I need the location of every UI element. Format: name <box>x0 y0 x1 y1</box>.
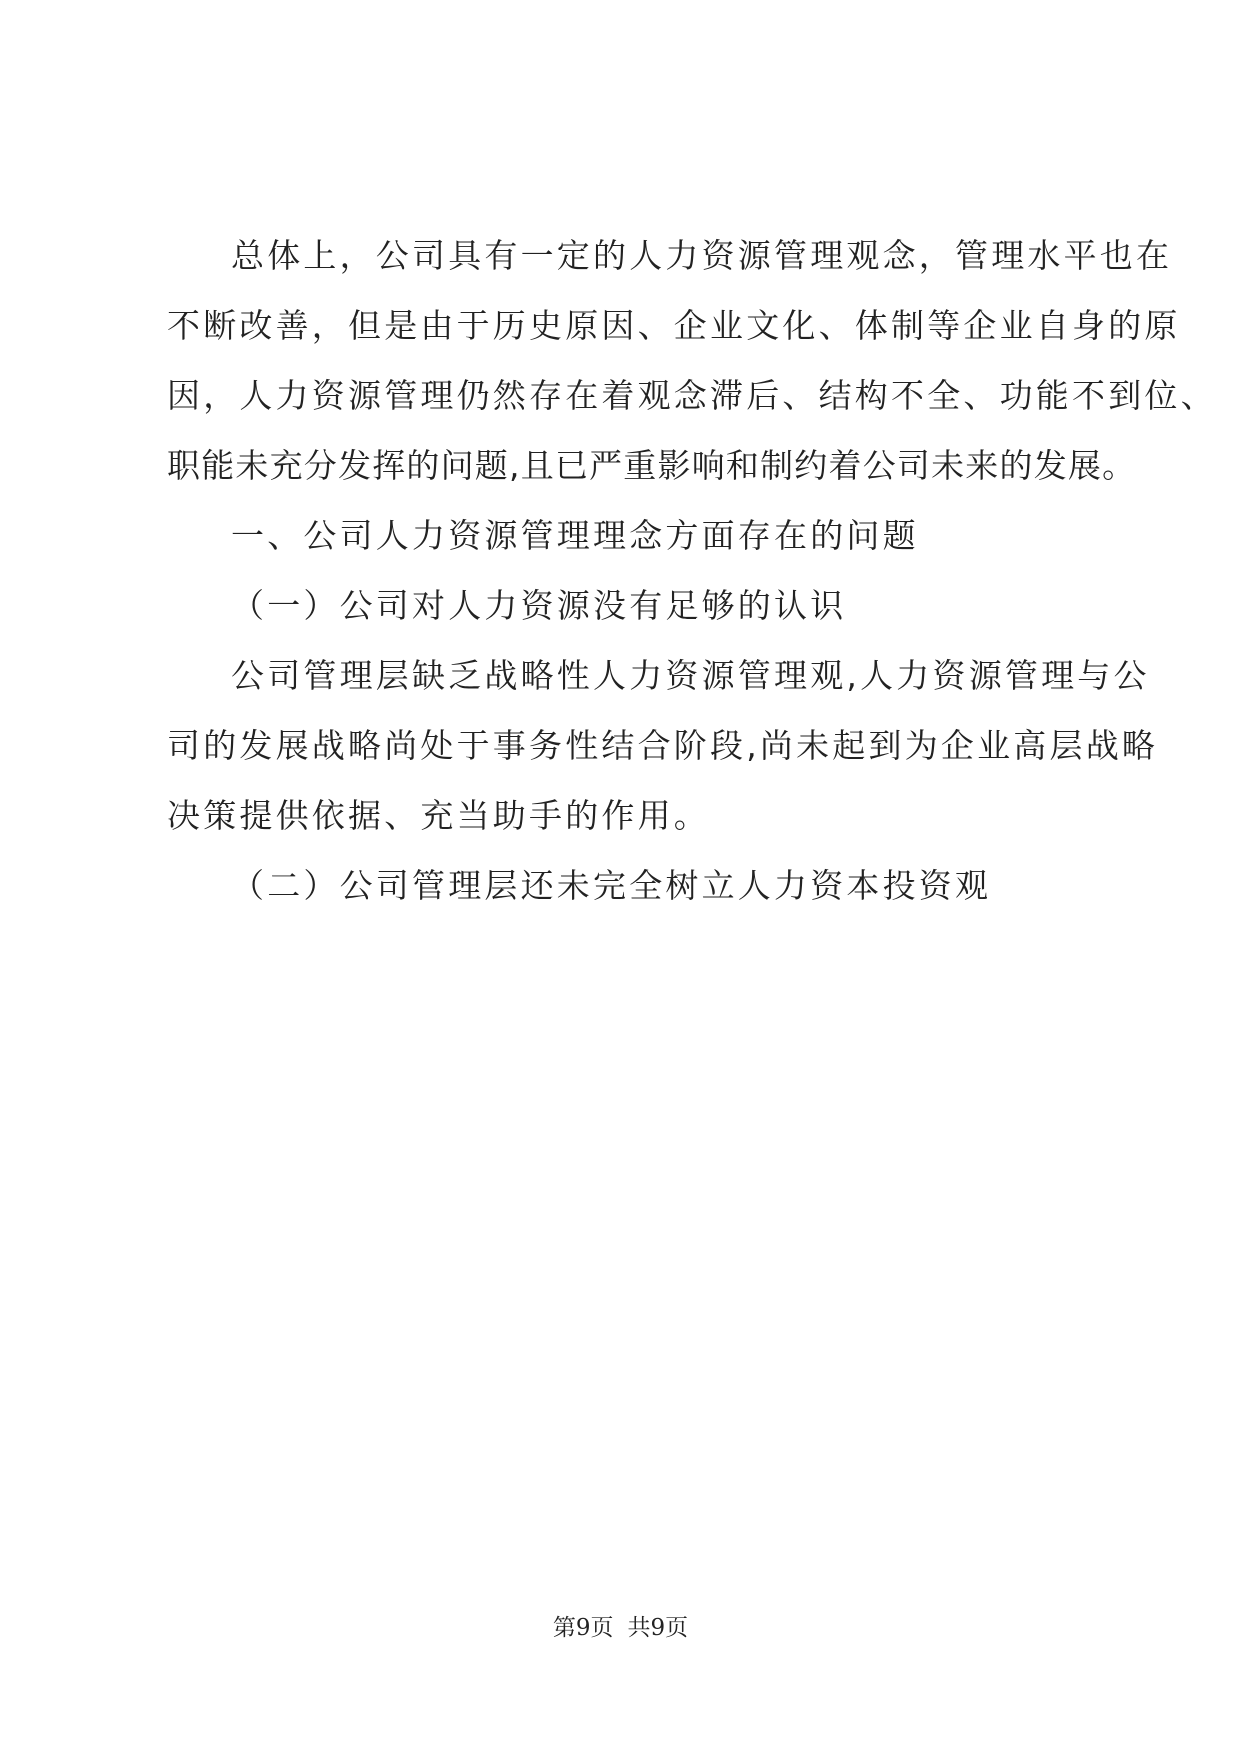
subsection-heading-1: （一）公司对人力资源没有足够的认识 <box>231 586 847 625</box>
subsection-heading-2: （二）公司管理层还未完全树立人力资本投资观 <box>231 866 992 905</box>
page-number-current: 第9页 <box>552 1615 614 1641</box>
paragraph-2-line-2: 司的发展战略尚处于事务性结合阶段,尚未起到为企业高层战略 <box>167 726 1159 765</box>
page-number-total: 共9页 <box>627 1615 689 1641</box>
paragraph-1-line-4: 职能未充分发挥的问题,且已严重影响和制约着公司未来的发展。 <box>167 446 1137 485</box>
paragraph-2-line-3: 决策提供依据、充当助手的作用。 <box>167 796 710 835</box>
paragraph-1-line-1: 总体上，公司具有一定的人力资源管理观念，管理水平也在 <box>231 236 1173 275</box>
section-heading-1: 一、公司人力资源管理理念方面存在的问题 <box>231 516 919 555</box>
paragraph-2-line-1: 公司管理层缺乏战略性人力资源管理观,人力资源管理与公 <box>231 656 1150 695</box>
paragraph-1-line-3: 因，人力资源管理仍然存在着观念滞后、结构不全、功能不到位、 <box>167 376 1217 415</box>
paragraph-1-line-2: 不断改善，但是由于历史原因、企业文化、体制等企业自身的原 <box>167 306 1181 345</box>
page-footer <box>0 1613 1241 1643</box>
